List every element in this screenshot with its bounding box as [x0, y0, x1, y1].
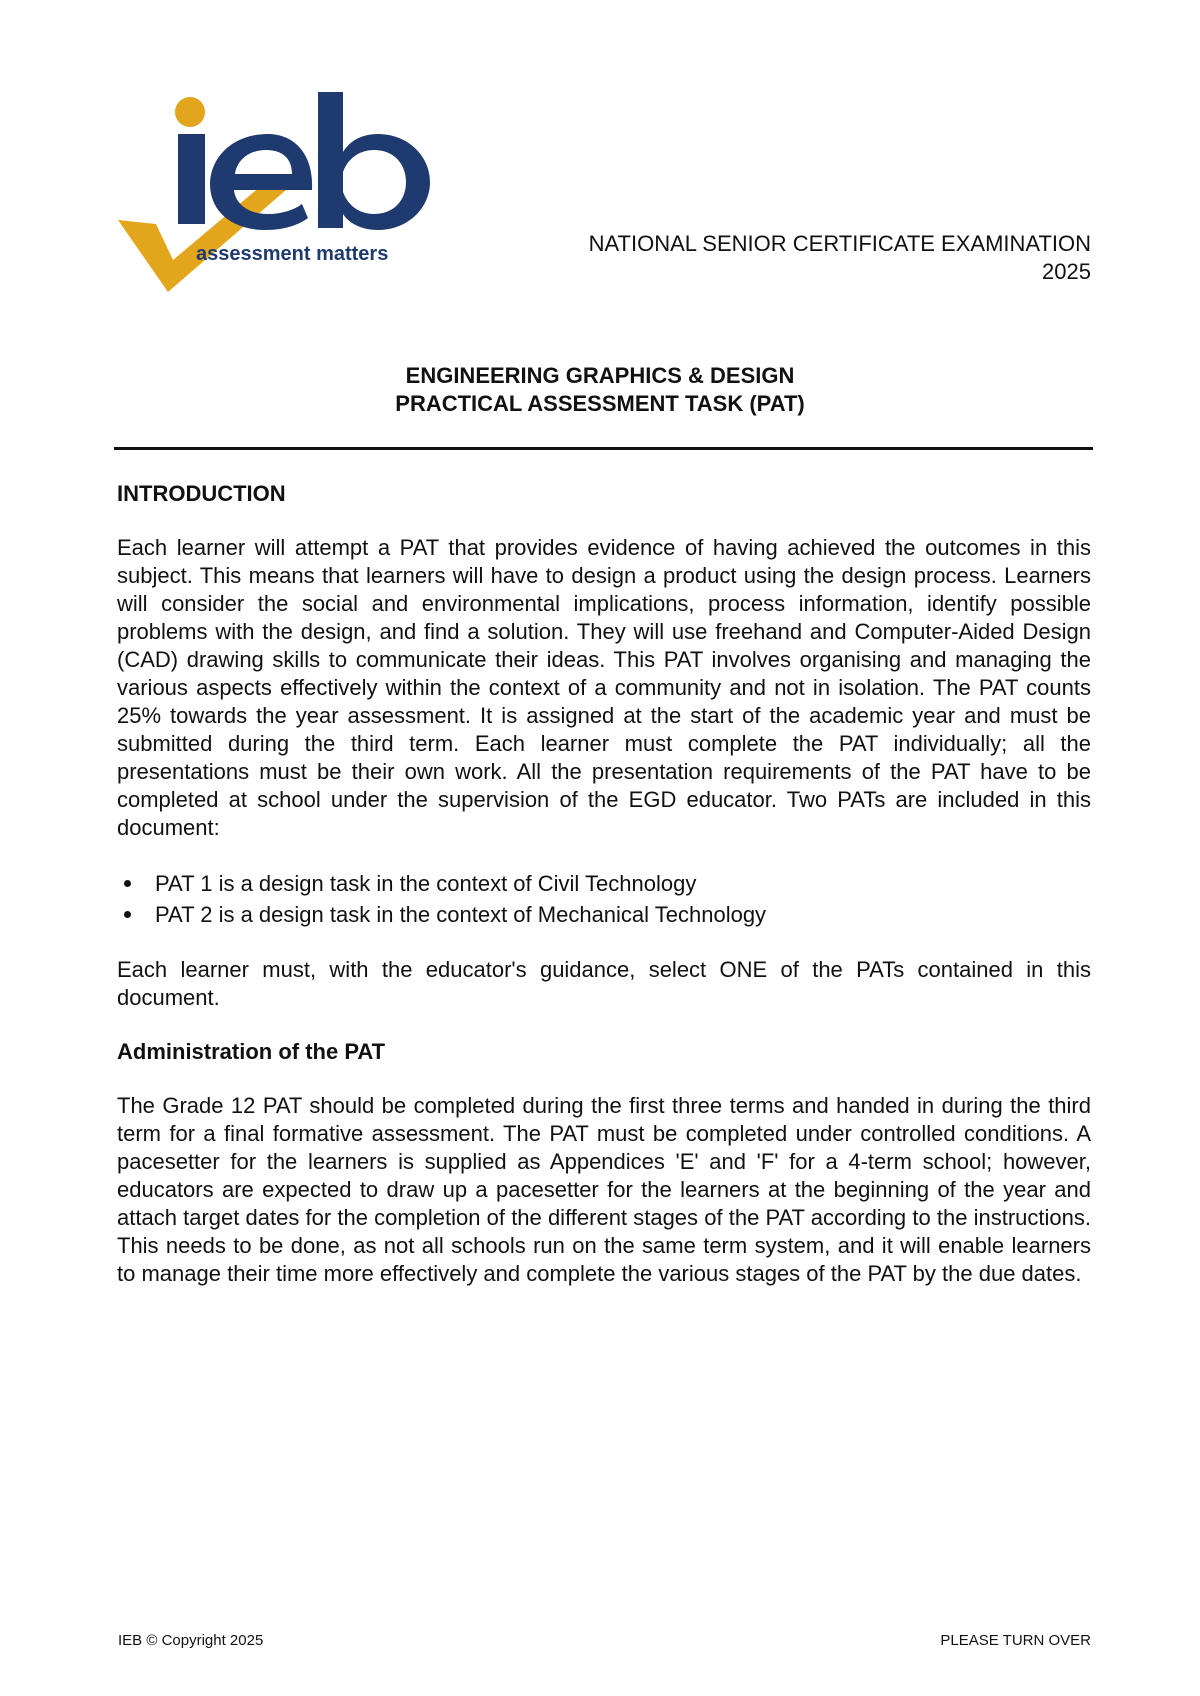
selection-note: Each learner must, with the educator's guidance, select ONE of the PATs contained in this document. — [117, 957, 1091, 1010]
introduction-paragraph: Each learner will attempt a PAT that provides evidence of having achieved the outcomes in this subject. This means that learners will have to design a product using the design process. Learners will consider the social and environmental implications, process information, identify possible problems with the design, and find a solution. They will use freehand and Computer-Aided Design (CAD) drawing skills to communicate their ideas. This PAT involves organising and managing the various aspects effectively within the context of a community and not in isolation. The PAT counts 25% towards the year assessment. It is assigned at the start of the academic year and must be submitted during the third term. Each learner must complete the PAT individually; all the presentations must be their own work. All the presentation requirements of the PAT have to be completed at school under the supervision of the EGD educator. Two PATs are included in this document: — [117, 535, 1091, 840]
exam-title: NATIONAL SENIOR CERTIFICATE EXAMINATION — [588, 231, 1091, 256]
document-title — [0, 362, 1200, 418]
bullet-icon — [124, 911, 131, 918]
footer-turn-over: PLEASE TURN OVER — [940, 1632, 1091, 1649]
logo-tagline: assessment matters — [196, 243, 389, 265]
footer-copyright: IEB © Copyright 2025 — [118, 1632, 264, 1649]
ieb-logo-graphic — [118, 92, 458, 317]
exam-header — [589, 230, 1091, 286]
list-item — [117, 868, 1091, 899]
task-title: PRACTICAL ASSESSMENT TASK (PAT) — [395, 391, 805, 416]
title-divider — [114, 447, 1093, 450]
list-item-text: PAT 2 is a design task in the context of Mechanical Technology — [155, 902, 767, 927]
subject-title: ENGINEERING GRAPHICS & DESIGN — [405, 363, 795, 388]
introduction-heading: INTRODUCTION — [117, 481, 286, 506]
bullet-icon — [124, 880, 131, 887]
administration-heading: Administration of the PAT — [117, 1039, 386, 1064]
exam-year: 2025 — [1042, 259, 1091, 284]
pat-list — [117, 868, 1091, 930]
ieb-logo — [118, 92, 458, 317]
list-item-text: PAT 1 is a design task in the context of Civil Technology — [155, 871, 697, 896]
document-body — [117, 480, 1091, 1288]
administration-paragraph: The Grade 12 PAT should be completed during the first three terms and handed in during the third term for a final formative assessment. The PAT must be completed under controlled conditions. A pacesetter for the learners is supplied as Appendices 'E' and 'F' for a 4-term school; however, educators are expected to draw up a pacesetter for the learners at the beginning of the year and attach target dates for the completion of the different stages of the PAT according to the instructions. This needs to be done, as not all schools run on the same term system, and it will enable learners to manage their time more effectively and complete the various stages of the PAT by the due dates. — [117, 1093, 1091, 1286]
list-item — [117, 899, 1091, 930]
